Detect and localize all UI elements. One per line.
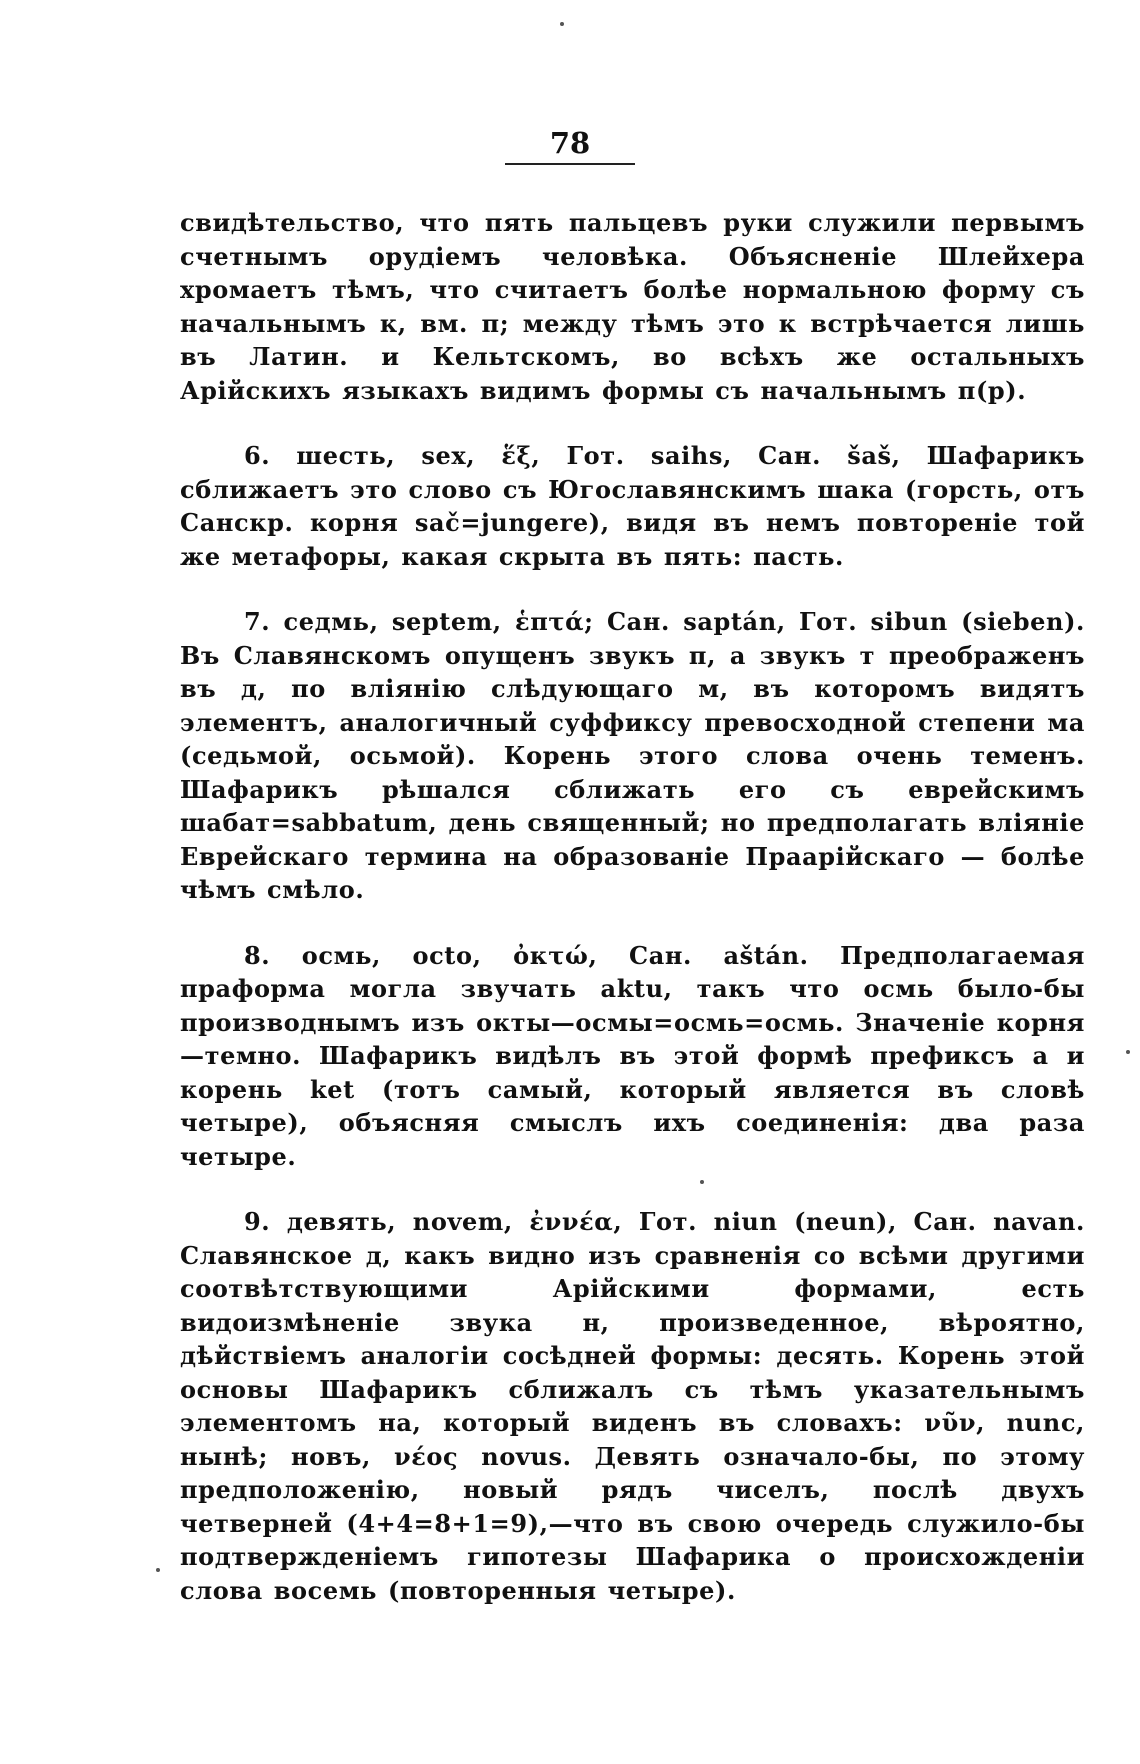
paragraph-intro-continuation: свидѣтельство, что пять пальцевъ руки служили первымъ счетнымъ орудіемъ человѣка. Объясненіе Шлейхера хромаетъ тѣмъ, что считаетъ болѣе нормальною форму съ начальнымъ к, вм. п; между тѣмъ это к встрѣчается лишь въ Латин. и Кельтскомъ, во всѣхъ же остальныхъ Арійскихъ языкахъ видимъ формы съ начальнымъ п(р).	[180, 208, 1085, 405]
page-number-rule	[505, 163, 635, 165]
scan-speck	[560, 22, 564, 26]
body-text	[180, 206, 1085, 1607]
scan-speck	[700, 1180, 704, 1184]
paragraph-6-shest: 6. шесть, sex, ἕξ, Гот. saihs, Сан. šaš, Шафарикъ сближаетъ это слово съ Югославянскимъ шака (горсть, отъ Санскр. корня sač=jungere), видя въ немъ повтореніе той же метафоры, какая скрыта въ пять: пасть.	[180, 441, 1085, 571]
scan-speck	[1126, 1050, 1130, 1054]
paragraph-8-osm: 8. осмь, octo, ὀκτώ, Сан. aštán. Предполагаемая праформа могла звучать aktu, такъ что осмь было-бы производнымъ изъ окты—осмы=осмь=осмь. Значеніе корня—темно. Шафарикъ видѣлъ въ этой формѣ префиксъ а и корень ket (тотъ самый, который является въ словѣ четыре), объясняя смыслъ ихъ соединенія: два раза четыре.	[180, 940, 1085, 1171]
page-number: 78	[549, 126, 591, 160]
scan-speck	[156, 1568, 160, 1572]
paragraph-7-sedm: 7. седмь, septem, ἑπτά; Сан. saptán, Гот. sibun (sieben). Въ Славянскомъ опущенъ звукъ п, а звукъ т преображенъ въ д, по вліянію слѣдующаго м, въ которомъ видятъ элементъ, аналогичный суффиксу превосходной степени ма (седьмой, осьмой). Корень этого слова очень теменъ. Шафарикъ рѣшался сближать его съ еврейскимъ шабат=sabbatum, день священный; но предполагать вліяніе Еврейскаго термина на образованіе Праарійскаго — болѣе чѣмъ смѣло.	[180, 607, 1085, 904]
paragraph-9-devyat: 9. девять, novem, ἐννέα, Гот. niun (neun), Сан. navan. Славянское д, какъ видно изъ сравненія со всѣми другими соотвѣтствующими Арійскими формами, есть видоизмѣненіе звука н, произведенное, вѣроятно, дѣйствіемъ аналогіи сосѣдней формы: десять. Корень этой основы Шафарикъ сближалъ съ тѣмъ указательнымъ элементомъ на, который виденъ въ словахъ: νῦν, nunc, нынѣ; новъ, νέος novus. Девять означало-бы, по этому предположенію, новый рядъ чиселъ, послѣ двухъ четверней (4+4=8+1=9),—что въ свою очередь служило-бы подтвержденіемъ гипотезы Шафарика о происхожденіи слова восемь (повторенныя четыре).	[180, 1207, 1085, 1605]
